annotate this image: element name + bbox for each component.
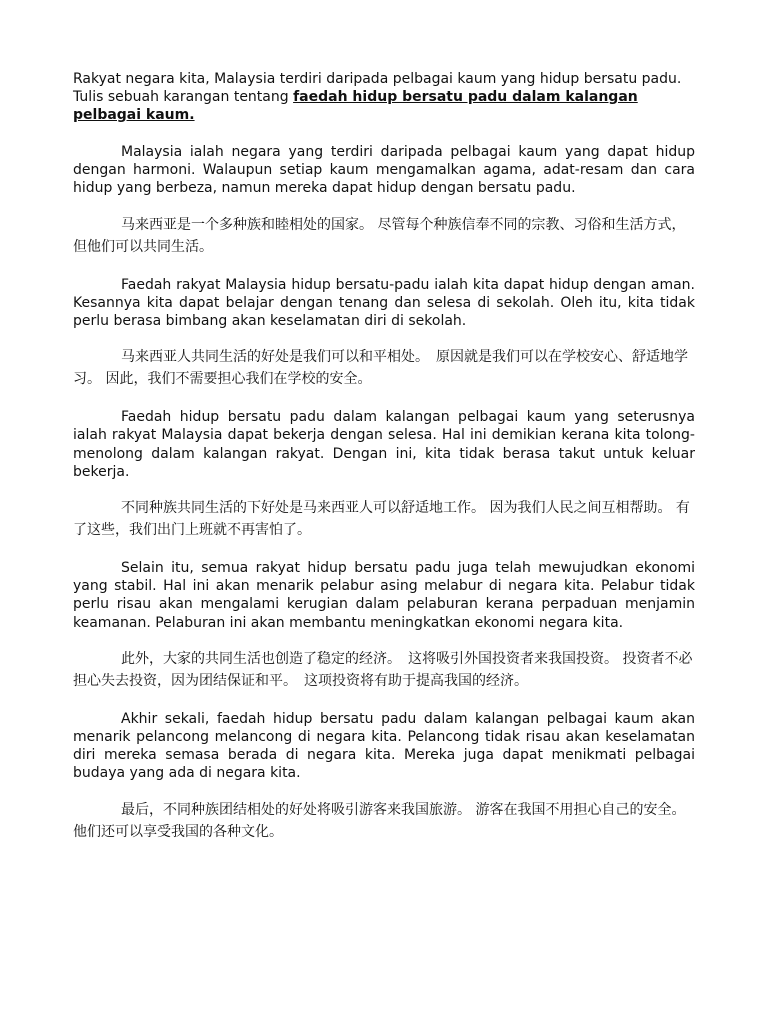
- paragraph-chinese-point-3: 此外，大家的共同生活也创造了稳定的经济。 这将吸引外国投资者来我国投资。 投资者不必担心失去投资，因为团结保证和平。 这项投资将有助于提高我国的经济。: [73, 650, 693, 689]
- paragraph-chinese-point-1: 马来西亚人共同生活的好处是我们可以和平相处。 原因就是我们可以在学校安心、舒适地学习。 因此，我们不需要担心我们在学校的安全。: [73, 349, 688, 388]
- paragraph-malay-point-2: Faedah hidup bersatu padu dalam kalangan pelbagai kaum yang seterusnya ialah rakyat Malaysia dapat bekerja dengan selesa. Hal ini demikian kerana kita tolong-menolong dalam kalangan rakyat. Dengan ini, kita tidak berasa takut untuk keluar bekerja.: [73, 409, 695, 480]
- paragraph-malay-point-3: Selain itu, semua rakyat hidup bersatu padu juga telah mewujudkan ekonomi yang stabil. Hal ini akan menarik pelabur asing melabur di negara kita. Pelabur tidak perlu risau akan mengalami kerugian dalam pelaburan kerana perpaduan menjamin keamanan. Pelaburan ini akan membantu meningkatkan ekonomi negara kita.: [73, 560, 695, 631]
- paragraph-chinese-point-2: 不同种族共同生活的下好处是马来西亚人可以舒适地工作。 因为我们人民之间互相帮助。 有了这些，我们出门上班就不再害怕了。: [73, 500, 690, 539]
- paragraph-chinese-intro: 马来西亚是一个多种族和睦相处的国家。 尽管每个种族信奉不同的宗教、习俗和生活方式，但他们可以共同生活。: [73, 216, 686, 255]
- prompt-task-topic: faedah hidup bersatu padu dalam kalangan pelbagai kaum.: [73, 89, 638, 123]
- essay-page: [73, 70, 695, 843]
- paragraph-malay-conclusion: Akhir sekali, faedah hidup bersatu padu dalam kalangan pelbagai kaum akan menarik pelancong melancong di negara kita. Pelancong tidak risau akan keselamatan diri mereka semasa berada di negara kita. Mereka juga dapat menikmati pelbagai budaya yang ada di negara kita.: [73, 710, 695, 782]
- paragraph-chinese-conclusion: 最后，不同种族团结相处的好处将吸引游客来我国旅游。 游客在我国不用担心自己的安全。 他们还可以享受我国的各种文化。: [73, 801, 686, 840]
- paragraph-malay-intro: Malaysia ialah negara yang terdiri daripada pelbagai kaum yang dapat hidup dengan harmoni. Walaupun setiap kaum mengamalkan agama, adat-resam dan cara hidup yang berbeza, namun mereka dapat hidup dengan bersatu padu.: [73, 144, 695, 197]
- prompt-context: Rakyat negara kita, Malaysia terdiri daripada pelbagai kaum yang hidup bersatu padu.: [73, 71, 682, 87]
- prompt-task: Tulis sebuah karangan tentang: [73, 89, 294, 105]
- essay-prompt: [73, 70, 695, 124]
- paragraph-malay-point-1: Faedah rakyat Malaysia hidup bersatu-padu ialah kita dapat hidup dengan aman. Kesannya kita dapat belajar dengan tenang dan selesa di sekolah. Oleh itu, kita tidak perlu berasa bimbang akan keselamatan diri di sekolah.: [73, 276, 695, 330]
